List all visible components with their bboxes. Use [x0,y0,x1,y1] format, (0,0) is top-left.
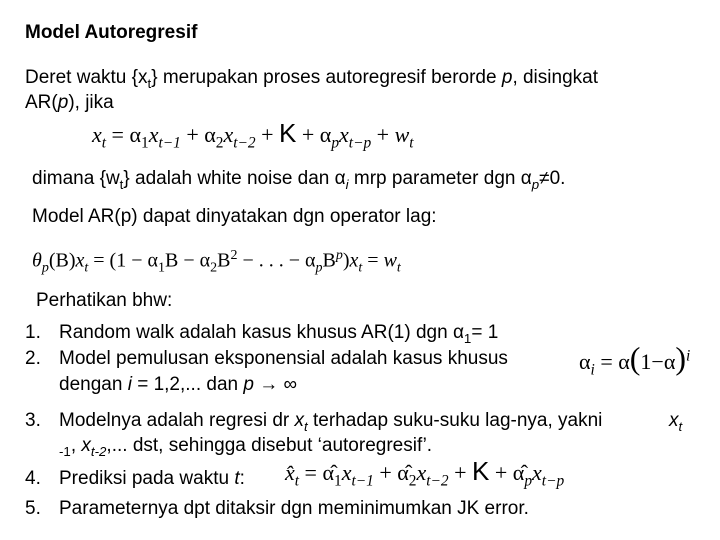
list-number: 1. [25,322,41,343]
dimana-sub: p [531,176,540,192]
intro-p: p [501,67,513,88]
intro-text: ), jika [68,92,114,113]
eq-sub: t [294,472,300,490]
eq-symbol: x [75,249,85,272]
eq-paren: ( [629,340,641,376]
list-text: : [239,468,245,489]
eq-symbol: x [349,249,359,272]
list-text: Modelnya adalah regresi dr [59,410,295,431]
eq-text: B [217,249,231,272]
eq-ellipsis-k: K [279,118,297,148]
eq-symbol: α [579,349,591,374]
intro-sub: t [147,75,152,91]
perhatikan-label: Perhatikan bhw: [36,290,173,311]
eq-sub: i [590,361,595,379]
eq-sup: 2 [230,248,238,263]
list-text: Prediksi pada waktu [59,468,235,489]
eq-symbol: α̂ [322,460,334,485]
prediction-equation [285,456,564,490]
list-text: ,... dst, sehingga disebut ‘autoregresif’. [106,435,433,456]
eq-operator: + [376,122,390,147]
alpha-symbol: α [334,168,346,189]
eq-sub: p [524,472,533,490]
eq-text: = (1 − α [88,249,158,272]
eq-operator: + [379,460,392,485]
eq-sub: p [331,134,340,152]
eq-sub: p [41,260,49,276]
eq-operator: + [186,122,199,147]
eq-symbol: θ [32,249,42,272]
eq-operator: − [651,349,664,374]
eq-symbol: x [92,122,102,147]
list-text: Random walk adalah kasus khusus AR(1) dgn [59,322,453,343]
exp-smoothing-equation [579,340,690,379]
eq-sup: i [686,347,691,365]
lag-operator-equation [32,248,401,277]
intro-text: Deret waktu {x [25,67,148,88]
intro-text: AR( [25,92,58,113]
list-number: 4. [25,468,41,489]
eq-symbol: w [383,249,397,272]
eq-symbol: α [319,122,332,147]
dimana-sub: i [345,176,349,192]
eq-sub: t−2 [426,472,449,490]
alpha-symbol: α [452,322,464,343]
eq-symbol: x [148,122,159,147]
eq-symbol: α̂ [397,460,409,485]
intro-line-2 [25,91,114,115]
eq-operator: = [111,122,124,147]
dimana-text: dimana {w [32,168,120,189]
list-sub: t [304,418,308,434]
eq-sub: 2 [408,472,417,490]
list-text: terhadap suku-suku lag-nya, yakni [307,410,603,431]
list-var: i [127,374,132,395]
list-text: , [70,435,82,456]
dimana-line [32,167,565,197]
list-item-continuation [59,373,297,397]
eq-symbol: α̂ [512,460,525,485]
eq-sup: p [335,248,343,263]
eq-sub: 2 [215,134,224,152]
eq-sub: t [409,134,414,152]
intro-text: } merupakan proses autoregresif berorde [151,67,502,88]
list-var: x [669,410,679,431]
list-number: 3. [25,410,41,431]
eq-symbol: α [663,349,676,374]
eq-text: ) [342,249,350,272]
eq-sub: t [84,260,89,276]
eq-symbol: α [129,122,141,147]
alpha-symbol: α [520,168,532,189]
list-text: Model pemulusan eksponensial adalah kasus khusus [59,348,508,369]
eq-sub: t−p [348,134,372,152]
list-sub: t [678,418,683,434]
eq-symbol: w [394,122,410,147]
dimana-text: mrp parameter dgn [348,168,521,189]
list-var: p [243,374,254,395]
eq-sub: p [315,260,323,276]
eq-symbol: x̂ [285,460,295,485]
dimana-sub: t [119,176,124,192]
list-text: dengan [59,374,128,395]
eq-symbol: α [618,349,630,374]
eq-sub: t [101,134,107,152]
list-var: x [81,435,91,456]
list-item [25,347,508,371]
eq-symbol: x [341,460,352,485]
intro-text: , disingkat [512,67,598,88]
eq-symbol: x [339,122,349,147]
dimana-text: } adalah white noise dan [123,168,335,189]
list-sub: 1 [463,330,472,346]
eq-sub: t−1 [351,472,374,490]
list-item [25,467,245,491]
list-number: 5. [25,498,41,519]
eq-symbol: x [416,460,427,485]
infinity-symbol: ∞ [283,374,298,395]
eq-operator: + [454,460,467,485]
eq-operator: + [261,122,274,147]
eq-text: B − α [164,249,211,272]
eq-text: (B) [48,249,76,272]
eq-sub: 2 [210,260,218,276]
list-var: t [234,468,240,489]
model-lag-line: Model AR(p) dapat dinyatakan dgn operator lag: [32,206,437,227]
ar-equation [92,118,414,152]
list-sub: -1 [59,443,71,459]
list-text: = 1 [471,322,499,343]
list-item [25,497,529,521]
eq-sub: t−1 [158,134,181,152]
eq-operator: = [304,460,317,485]
eq-operator: + [301,122,315,147]
eq-text: 1 [640,349,652,374]
eq-operator: = [600,349,613,374]
eq-ellipsis-k: K [472,456,490,486]
eq-operator: + [494,460,508,485]
arrow-icon: → [259,374,279,395]
eq-symbol: α [204,122,216,147]
eq-sub: t−2 [233,134,256,152]
list-text: = 1,2,... dan [131,374,244,395]
list-number: 2. [25,348,41,369]
list-text: Parameternya dpt ditaksir dgn meminimumkan JK error. [59,498,529,519]
eq-symbol: x [223,122,234,147]
intro-p: p [57,92,69,113]
list-var: x [294,410,305,431]
eq-sub: t [396,260,401,276]
eq-text: − . . . − α [237,249,316,272]
list-var-trailing [669,409,682,439]
eq-sub: 1 [334,472,342,490]
page-title: Model Autoregresif [25,22,198,43]
eq-paren: ) [675,340,687,376]
list-sub: t-2 [90,443,107,459]
eq-sub: t [358,260,363,276]
dimana-text: ≠0. [539,168,566,189]
eq-sub: 1 [141,134,149,152]
eq-symbol: x [532,460,542,485]
eq-text: = [362,249,384,272]
eq-sub: t−p [541,472,565,490]
eq-text: B [322,249,336,272]
eq-sub: 1 [157,260,165,276]
